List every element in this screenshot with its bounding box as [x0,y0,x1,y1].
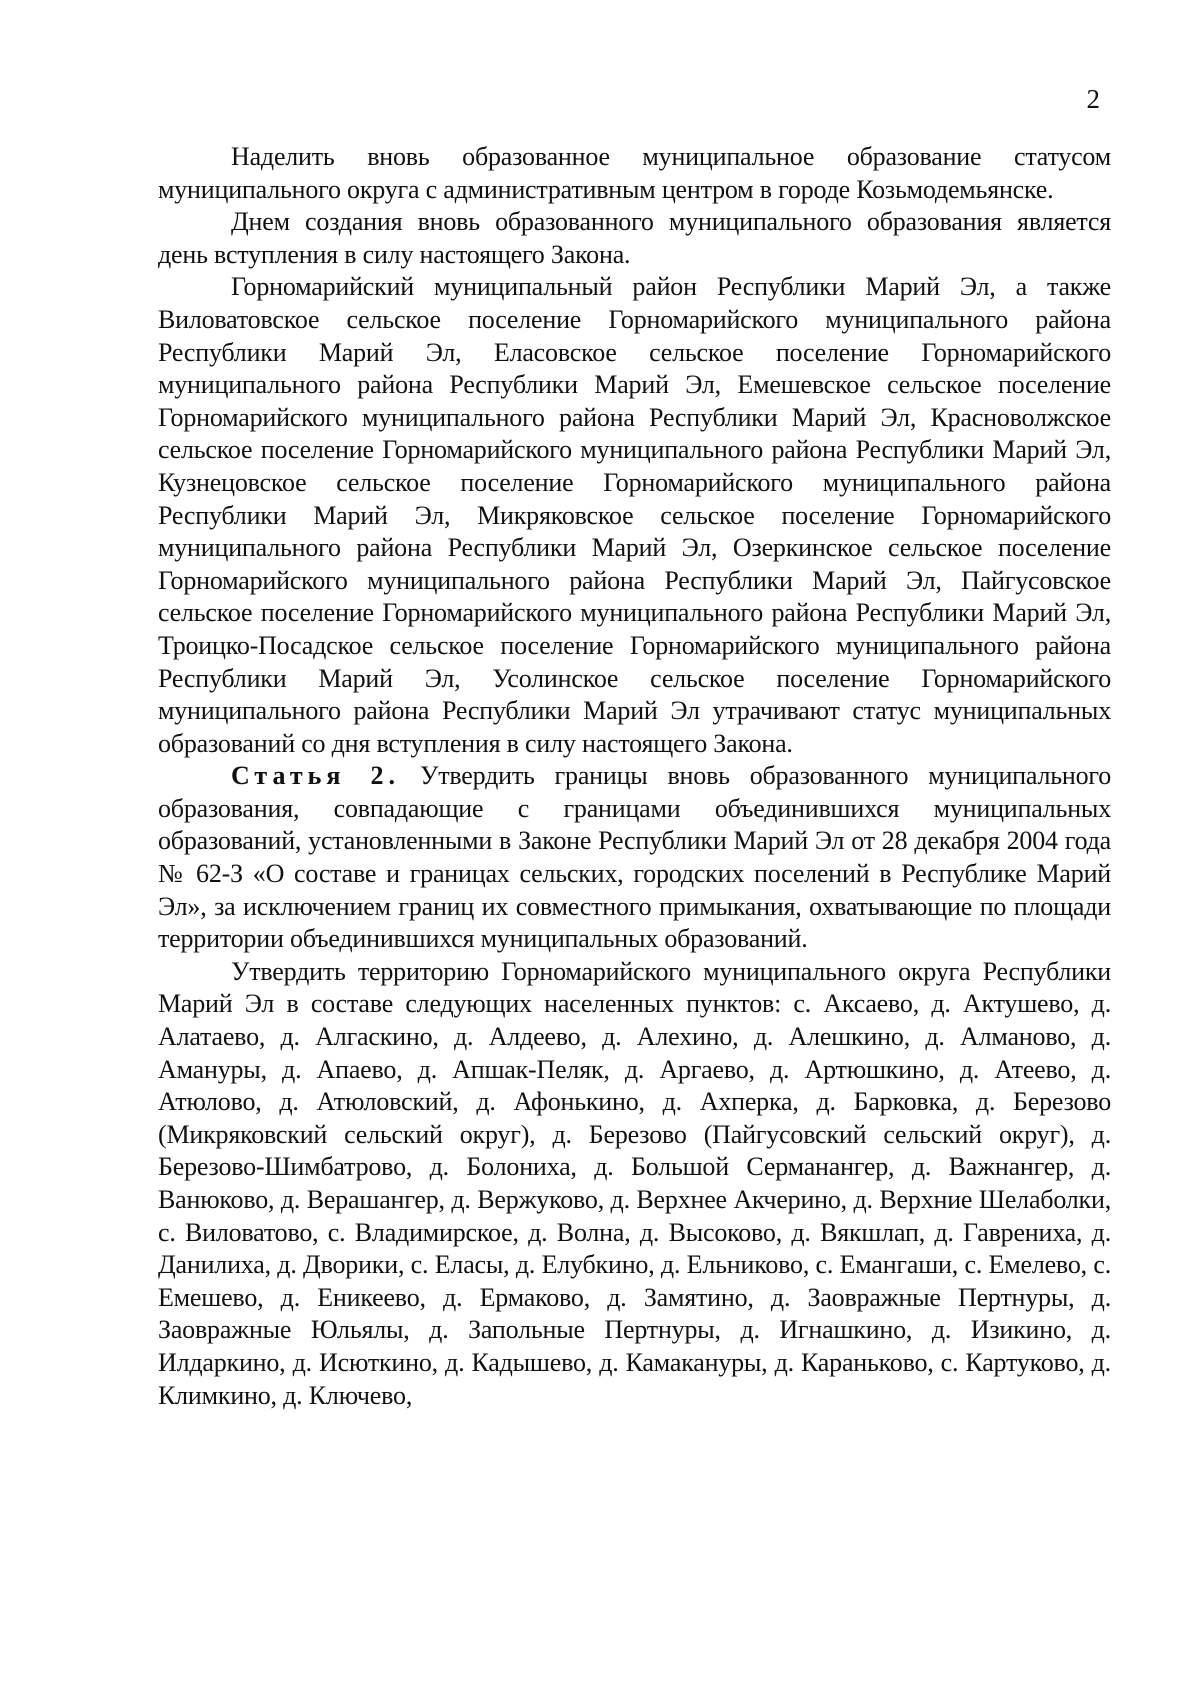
paragraph-status: Наделить вновь образованное муниципальное образование статусом муниципального округа с административным центром в городе Козьмодемьянске. [158,142,1111,204]
document-body [158,141,1111,1412]
paragraph-territory: Утвердить территорию Горномарийского муниципального округа Республики Марий Эл в составе следующих населенных пунктов: с. Аксаево, д. Актушево, д. Алатаево, д. Алгаскино, д. Алдеево, д. Алехино, д. Алешкино, д. Алманово, д. Амануры, д. Апаево, д. Апшак-Пеляк, д. Аргаево, д. Артюшкино, д. Атеево, д. Атюлово, д. Атюловский, д. Афонькино, д. Ахперка, д. Барковка, д. Березово (Микряковский сельский округ), д. Березово (Пайгусовский сельский округ), д. Березово-Шимбатрово, д. Болониха, д. Большой Серманангер, д. Важнангер, д. Ванюково, д. Верашангер, д. Вержуково, д. Верхнее Акчерино, д. Верхние Шелаболки, с. Виловатово, с. Владимирское, д. Волна, д. Высоково, д. Вякшлап, д. Гаврениха, д. Данилиха, д. Дворики, с. Еласы, д. Елубкино, д. Ельниково, с. Емангаши, с. Емелево, с. Емешево, д. Еникеево, д. Ермаково, д. Замятино, д. Заовражные Пертнуры, д. Заовражные Юльялы, д. Запольные Пертнуры, д. Игнашкино, д. Изикино, д. Илдаркино, д. Исюткино, д. Кадышево, д. Камакануры, д. Караньково, с. Картуково, д. Климкино, д. Ключево, [158,956,1111,1410]
page-number: 2 [1086,84,1100,114]
article-2 [158,760,1111,956]
paragraph-lost-status: Горномарийский муниципальный район Республики Марий Эл, а также Виловатовское сельское поселение Горномарийского муниципального района Республики Марий Эл, Еласовское сельское поселение Горномарийского муниципального района Республики Марий Эл, Емешевское сельское поселение Горномарийского муниципального района Республики Марий Эл, Красноволжское сельское поселение Горномарийского муниципального района Республики Марий Эл, Кузнецовское сельское поселение Горномарийского муниципального района Республики Марий Эл, Микряковское сельское поселение Горномарийского муниципального района Республики Марий Эл, Озеркинское сельское поселение Горномарийского муниципального района Республики Марий Эл, Пайгусовское сельское поселение Горномарийского муниципального района Республики Марий Эл, Троицко-Посадское сельское поселение Горномарийского муниципального района Республики Марий Эл, Усолинское сельское поселение Горномарийского муниципального района Республики Марий Эл утрачивают статус муниципальных образований со дня вступления в силу настоящего Закона. [158,272,1111,758]
article-2-text: Утвердить границы вновь образованного муниципального образования, совпадающие с границами объединившихся муниципальных образований, установленными в Законе Республики Марий Эл от 28 декабря 2004 года № 62-З «О составе и границах сельских, городских поселений в Республике Марий Эл», за исключением границ их совместного примыкания, охватывающие по площади территории объединившихся муниципальных образований. [158,761,1112,954]
article-2-heading: Статья 2. [231,761,401,791]
paragraph-creation-date: Днем создания вновь образованного муниципального образования является день вступления в силу настоящего Закона. [158,207,1111,269]
